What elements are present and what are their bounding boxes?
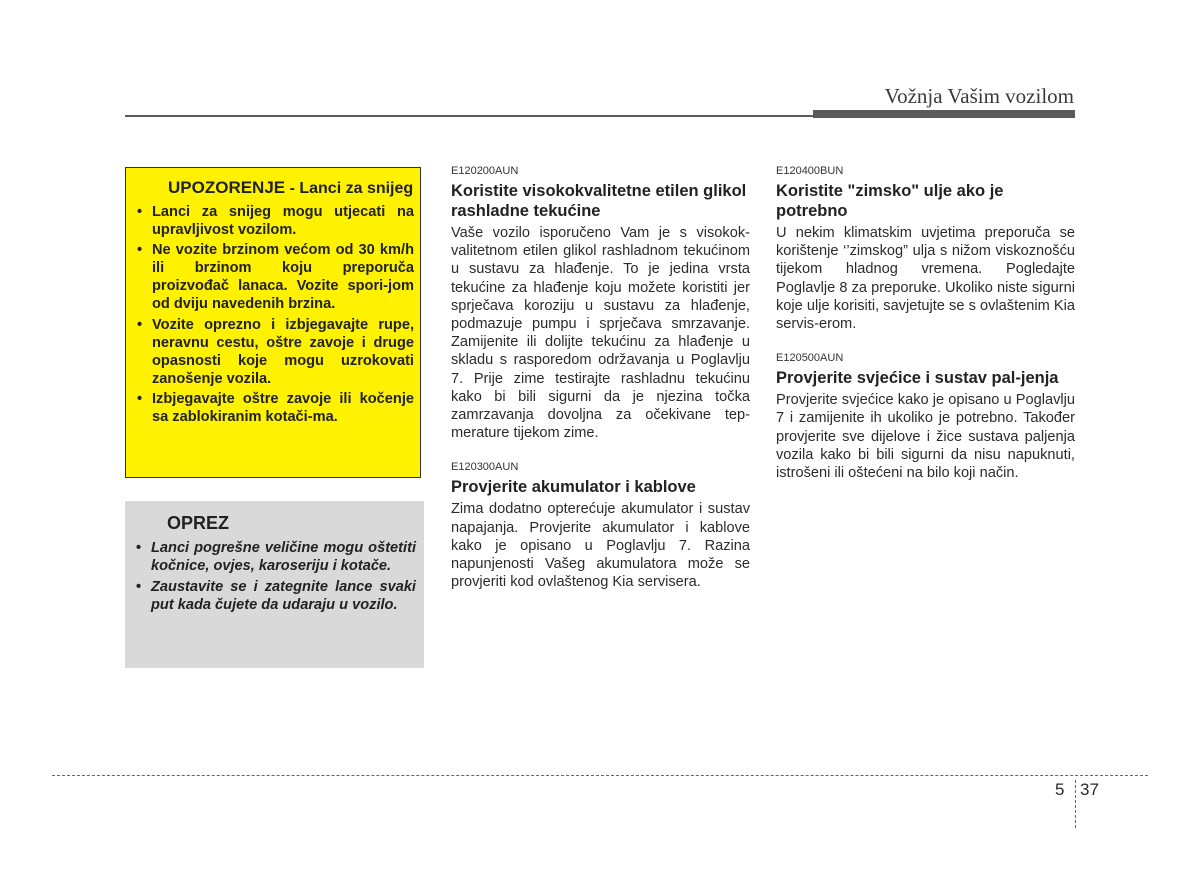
chapter-number: 5	[1055, 780, 1065, 799]
section-title: Provjerite akumulator i kablove	[451, 478, 696, 497]
caution-list	[135, 539, 416, 614]
section-code: E120500AUN	[776, 352, 844, 365]
caution-box	[125, 501, 424, 668]
section-title: Provjerite svjećice i sustav pal-jenja	[776, 369, 1059, 388]
header-divider-accent	[813, 110, 1075, 118]
footer-vertical-divider	[1075, 780, 1076, 828]
section-battery	[451, 459, 750, 591]
section-body: Zima dodatno opterećuje akumulator i sustav napajanja. Provjerite akumulator i kablove kako je opisano u Poglavlju 7. Razina napunjenosti Vašeg akumulatora može se provjeriti kod ovlaštenog Kia servisera.	[451, 501, 750, 591]
warning-item: • Ne vozite brzinom većom od 30 km/h ili brzinom koju preporuča proizvođač lanaca. Vozite spori-jom od dviju navedenih brzina.	[136, 241, 414, 313]
section-oil	[776, 163, 1075, 333]
section-title: Koristite "zimsko" ulje ako je potrebno	[776, 182, 1004, 220]
warning-item: • Vozite oprezno i izbjegavajte rupe, neravnu cestu, oštre zavoje i druge opasnosti koje mogu uzrokovati zanošenje vozila.	[136, 316, 414, 388]
warning-heading-main: UPOZORENJE	[168, 178, 286, 197]
warning-item: • Izbjegavajte oštre zavoje ili kočenje sa zablokiranim kotači-ma.	[136, 390, 414, 426]
chapter-title: Vožnja Vašim vozilom	[884, 84, 1074, 108]
right-column	[776, 163, 1075, 482]
warning-item: • Lanci za snijeg mogu utjecati na upravljivost vozilom.	[136, 203, 414, 239]
section-spark-plugs	[776, 350, 1075, 482]
page-number: 37	[1080, 780, 1099, 799]
section-coolant	[451, 163, 750, 442]
warning-heading-sub: - Lanci za snijeg	[285, 180, 414, 197]
warning-box	[125, 167, 421, 478]
warning-heading	[136, 178, 414, 199]
caution-heading: OPREZ	[167, 513, 230, 533]
section-code: E120200AUN	[451, 165, 519, 177]
section-body: U nekim klimatskim uvjetima preporuča se korištenje ‘’zimskog” ulja s nižom viskoznošću tijekom hladnog vremena. Pogledajte Poglavlje 8 za preporuke. Ukoliko niste sigurni koje ulje korisiti, savjetujte se s ovlaštenim Kia servis-erom.	[776, 225, 1075, 333]
section-body: Provjerite svjećice kako je opisano u Poglavlju 7 i zamijenite ih ukoliko je potrebno. Također provjerite sve dijelove i žice sustava paljenja vozila kako bi bili sigurni da nisu napuknuti, istrošeni ili oštećeni na bilo koji način.	[776, 392, 1075, 482]
caution-item: • Zaustavite se i zategnite lance svaki put kada čujete da udaraju u vozilo.	[135, 578, 416, 615]
section-code: E120400BUN	[776, 165, 844, 177]
section-title: Koristite visokokvalitetne etilen glikol rashladne tekućine	[451, 182, 747, 220]
caution-item: • Lanci pogrešne veličine mogu oštetiti kočnice, ovjes, karoseriju i kotače.	[135, 539, 416, 576]
section-code: E120300AUN	[451, 461, 519, 474]
footer-divider	[52, 775, 1148, 776]
middle-column	[451, 163, 750, 591]
section-body: Vaše vozilo isporučeno Vam je s visokok-valitetnom etilen glikol rashladnom tekućinom u sustavu za hlađenje. To je jedina vrsta tekućine za hlađenje koju možete koristiti jer sprječava koroziju u sustavu za hlađenje, podmazuje pumpu i sprječava smrzavanje. Zamijenite ili dolijte tekućinu za hlađenje u skladu s rasporedom održavanja u Poglavlju 7. Prije zime testirajte rashladnu tekućinu kako bi bili sigurni da je njezina točka zamrzavanja dovoljna za očekivane tep-merature tijekom zime.	[451, 225, 750, 442]
warning-list	[136, 203, 414, 426]
